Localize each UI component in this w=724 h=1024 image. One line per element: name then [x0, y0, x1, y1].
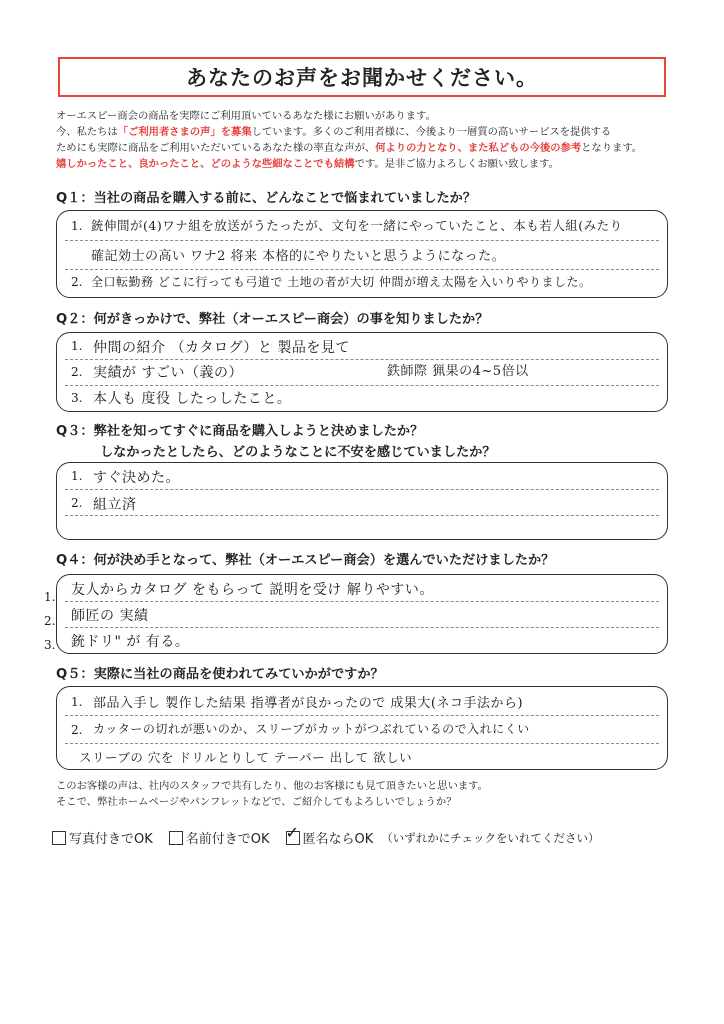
answer-2-num-2: 2.: [71, 365, 83, 379]
question-1: Q１：当社の商品を購入する前に、どんなことで悩まれていましたか？: [56, 191, 477, 206]
answer-5-num-1: 1.: [71, 695, 83, 709]
answer-1-line-1: 銃伸間が(4)ワナ組を放送がうたったが、文句を一緒にやっていたこと、本も若人組(みたり: [91, 218, 623, 233]
answer-4-line-1: 友人からカタログ をもらって 説明を受け 解りやすい。: [71, 582, 434, 598]
answer-2-line-2b: 鉄師際 猟果の4~5倍以: [387, 364, 529, 379]
answer-5-line-2: カッターの切れが悪いのか、スリーブがカットがつぶれているので入れにくい: [93, 722, 530, 736]
answer-1-num-2: 2.: [71, 275, 83, 289]
page-title-text: あなたのお声をお聞かせください。: [186, 66, 538, 90]
intro-line-3: [56, 140, 676, 156]
answer-4-num-2: 2.: [44, 614, 56, 628]
option-name[interactable]: [169, 828, 270, 847]
option-photo[interactable]: [52, 828, 153, 847]
answer-2-line-3: 本人も 度役 したっしたこと。: [93, 391, 292, 407]
photo-checkbox[interactable]: [52, 831, 66, 845]
intro-line-2a: 今、私たちは: [56, 126, 118, 138]
answer-1-line-3: 全口転勤務 どこに行っても弓道で 土地の者が大切 仲間が増え太陽を入いりやりました。: [91, 275, 592, 289]
answer-4-num-3: 3.: [44, 638, 56, 652]
answer-2-num-1: 1.: [71, 339, 83, 353]
question-3: Q３：弊社を知ってすぐに商品を購入しようと決めましたか？: [56, 424, 424, 439]
answer-box-4[interactable]: [56, 574, 668, 654]
option-anonymous[interactable]: [285, 822, 374, 847]
answer-2-line-2: 実績が すごい（義の）: [93, 365, 243, 381]
anonymous-checkbox[interactable]: [285, 822, 300, 845]
footer-line-2: そこで、弊社ホームページやパンフレットなどで、ご紹介してもよろしいでしょうか？: [56, 796, 457, 808]
intro-line-4-highlight: 嬉しかったこと、良かったこと、どのような些細なことでも結構: [56, 158, 355, 170]
intro-text: [56, 108, 676, 172]
answer-5-num-2: 2.: [71, 723, 83, 737]
answer-2-line-1: 仲間の紹介 （カタログ）と 製品を見て: [93, 340, 350, 356]
question-5: Q５：実際に当社の商品を使われてみていかがですか？: [56, 667, 384, 682]
intro-line-3-highlight: 何よりの力となり、また私どもの今後の参考: [375, 142, 582, 154]
intro-line-4b: です。是非ご協力よろしくお願い致します。: [354, 158, 559, 170]
answer-4-line-2: 師匠の 実績: [71, 608, 149, 624]
answer-1-line-2: 確記効士の高い ワナ2 将来 本格的にやりたいと思うようになった。: [91, 249, 506, 264]
intro-line-1: オーエスピー商会の商品を実際にご利用頂いているあなた様にお願いがあります。: [56, 110, 436, 122]
answer-4-num-1: 1.: [44, 590, 56, 604]
intro-line-3a: ためにも実際に商品をご利用いただいているあなた様の率直な声が、: [56, 142, 376, 154]
answer-box-3[interactable]: [56, 462, 668, 540]
intro-line-2-highlight: 「ご利用者さまの声」を募集: [117, 126, 252, 138]
name-checkbox[interactable]: [169, 831, 183, 845]
option-anonymous-label: 匿名ならOK: [302, 832, 374, 847]
answer-3-line-1: すぐ決めた。: [93, 470, 180, 486]
answer-1-num-1: 1.: [71, 219, 83, 233]
question-2: Q２：何がきっかけで、弊社（オーエスピー商会）の事を知りましたか？: [56, 312, 489, 327]
intro-line-2: [56, 124, 676, 140]
intro-line-2b: しています。多くのご利用者様に、今後より一層質の高いサービスを提供する: [251, 126, 612, 138]
answer-5-line-3: スリーブの 穴を ドリルとりして テーパー 出して 欲しい: [79, 750, 413, 765]
option-photo-label: 写真付きでOK: [69, 832, 153, 847]
answer-5-line-1: 部品入手し 製作した結果 指導者が良かったので 成果大(ネコ手法から): [93, 696, 524, 711]
question-3-sub: しなかったとしたら、どのようなことに不安を感じていましたか？: [100, 445, 496, 460]
option-name-label: 名前付きでOK: [185, 832, 270, 847]
footer-text: [56, 778, 676, 810]
check-instruction: （いずれかにチェックをいれてください）: [381, 830, 600, 845]
page-title: [58, 57, 666, 97]
answer-2-num-3: 3.: [71, 391, 83, 405]
question-4: Q４：何が決め手となって、弊社（オーエスピー商会）を選んでいただけましたか？: [56, 553, 555, 568]
footer-line-1: このお客様の声は、社内のスタッフで共有したり、他のお客様にも見て頂きたいと思います。: [56, 780, 488, 792]
answer-3-num-2: 2.: [71, 496, 83, 510]
answer-box-1[interactable]: [56, 210, 668, 298]
answer-3-line-2: 組立済: [93, 497, 137, 513]
intro-line-3b: となります。: [581, 142, 643, 154]
answer-4-line-3: 銃ドリ" が 有る。: [71, 634, 190, 650]
checkmark-icon: ✓: [285, 822, 299, 842]
answer-3-num-1: 1.: [71, 469, 83, 483]
consent-options: [52, 822, 600, 847]
answer-box-2[interactable]: [56, 332, 668, 412]
intro-line-4: [56, 156, 676, 172]
answer-box-5[interactable]: [56, 686, 668, 770]
